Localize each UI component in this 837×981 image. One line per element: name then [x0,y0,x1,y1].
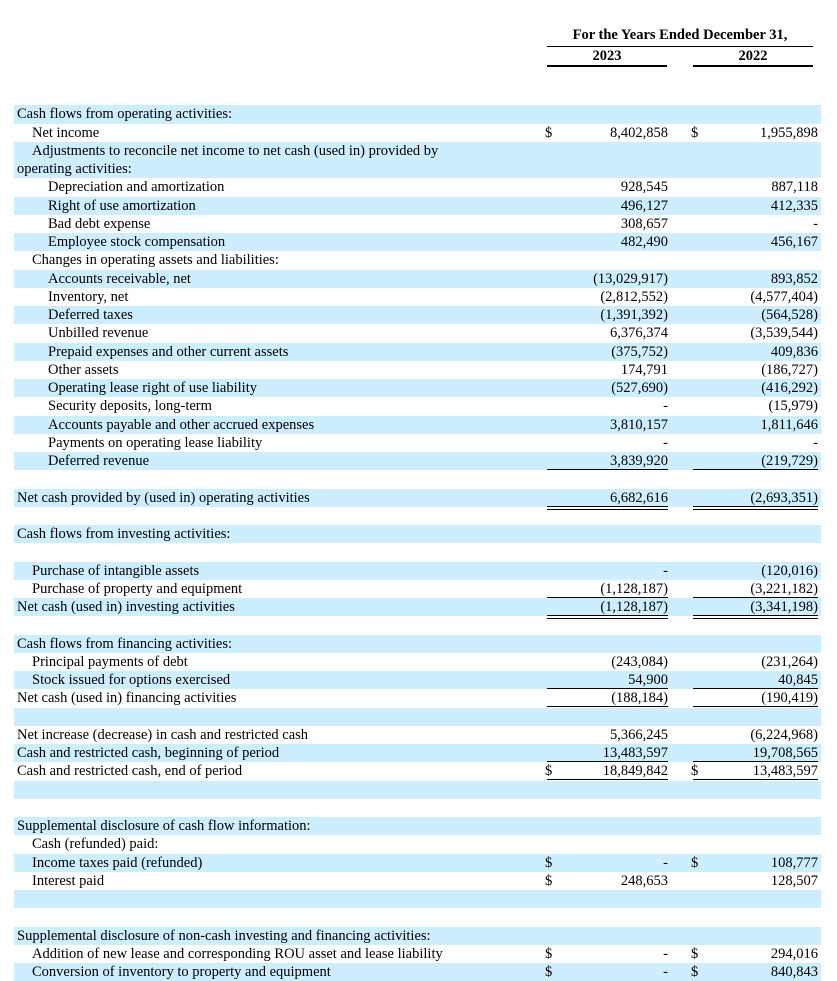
statement-row [14,653,821,671]
currency-symbol-2022: $ [691,763,699,780]
row-label: Principal payments of debt [32,653,188,670]
value-2023: 5,366,245 [610,726,668,743]
spacer-row [14,470,821,488]
value-2022: (416,292) [761,380,818,396]
row-label: Supplemental disclosure of non-cash investing and financing activities: [17,927,431,944]
value-2023: - [663,945,668,962]
statement-row [14,744,821,762]
value-2022: 893,852 [770,270,818,287]
statement-row [14,762,821,780]
statement-row [14,379,821,397]
statement-row [14,178,821,196]
row-label: Employee stock compensation [48,234,226,250]
value-2023: 482,490 [620,234,668,250]
value-2023: - [663,434,668,451]
value-2023: 18,849,842 [602,763,668,780]
statement-row [14,105,821,123]
statement-row [14,124,821,142]
row-label: Other assets [48,361,119,378]
row-label: Prepaid expenses and other current assets [48,343,289,360]
row-label: Accounts receivable, net [48,270,191,287]
value-2023: 6,376,374 [610,325,668,342]
statement-row [14,361,821,379]
value-2022: 19,708,565 [752,745,818,761]
statement-row [14,562,821,580]
statement-row [14,142,821,160]
row-label: Deferred taxes [48,307,133,323]
value-2022: (3,539,544) [750,325,818,342]
statement-row [14,233,821,251]
value-2023: 3,839,920 [610,453,668,469]
row-label: Cash flows from operating activities: [17,106,233,123]
row-label: Unbilled revenue [48,325,149,342]
statement-row [14,160,821,178]
spacer-row [14,708,821,726]
statement-row [14,598,821,616]
row-label: Net cash (used in) investing activities [17,599,235,615]
value-2022: (2,693,351) [750,489,818,506]
row-label: operating activities: [17,161,132,177]
currency-symbol-2023: $ [545,854,553,871]
row-label: Net increase (decrease) in cash and restricted cash [17,726,309,743]
spacer-row [14,543,821,561]
statement-row [14,689,821,707]
row-label: Cash flows from investing activities: [17,526,231,542]
value-2022: 294,016 [770,945,818,962]
statement-row [14,397,821,415]
value-2022: 887,118 [771,179,818,196]
value-2022: 456,167 [770,234,818,250]
row-label: Cash and restricted cash, beginning of period [17,745,280,761]
row-label: Addition of new lease and corresponding ROU asset and lease liability [32,945,443,962]
value-2023: (188,184) [611,690,668,707]
statement-row [14,835,821,853]
statement-row [14,434,821,452]
value-2022: 412,335 [770,197,818,214]
row-label: Operating lease right of use liability [48,380,257,396]
value-2023: (375,752) [611,343,668,360]
statement-row [14,215,821,233]
statement-row [14,945,821,963]
spacer-row [14,507,821,525]
spacer-row [14,781,821,799]
row-label: Adjustments to reconcile net income to net cash (used in) provided by [32,142,439,159]
statement-row [14,854,821,872]
value-2023: 308,657 [620,215,668,232]
value-2023: 928,545 [620,179,668,196]
value-2022: 1,955,898 [760,124,818,141]
value-2023: 6,682,616 [610,489,668,506]
column-header [0,0,837,80]
value-2023: (243,084) [611,653,668,670]
spacer-row [14,799,821,817]
spacer-row [14,87,821,105]
statement-row [14,197,821,215]
statement-row [14,452,821,470]
value-2022: 40,845 [778,672,818,688]
row-label: Right of use amortization [48,197,196,214]
value-2022: (231,264) [761,653,818,670]
value-2023: (527,690) [611,380,668,396]
row-label: Net cash (used in) financing activities [17,690,237,707]
row-label: Inventory, net [48,288,129,305]
row-label: Deferred revenue [48,453,150,469]
value-2022: (4,577,404) [750,288,818,305]
value-2023: 496,127 [620,197,668,214]
statement-row [14,270,821,288]
row-label: Depreciation and amortization [48,179,225,196]
statement-row [14,251,821,269]
value-2022: (3,221,182) [750,580,818,597]
currency-symbol-2023: $ [545,945,553,962]
cash-flow-statement [14,87,821,981]
currency-symbol-2022: $ [691,964,699,980]
currency-symbol-2022: $ [691,854,699,871]
value-2022: - [813,215,818,232]
value-2023: (1,391,392) [600,307,668,323]
value-2023: - [663,964,668,980]
statement-row [14,288,821,306]
currency-symbol-2023: $ [545,124,553,141]
value-2023: 8,402,858 [610,124,668,141]
value-2023: (13,029,917) [593,270,668,287]
value-2022: (190,419) [761,690,818,707]
value-2022: - [813,434,818,451]
value-2022: 108,777 [770,854,818,871]
year-2022-heading: 2022 [693,48,813,67]
value-2023: (1,128,187) [600,580,668,597]
row-label: Purchase of intangible assets [32,562,200,579]
value-2022: 13,483,597 [752,763,818,780]
value-2023: - [663,398,668,415]
value-2023: 13,483,597 [602,745,668,761]
row-label: Supplemental disclosure of cash flow information: [17,818,311,834]
value-2023: (1,128,187) [600,599,668,615]
statement-row [14,306,821,324]
row-label: Interest paid [32,872,105,889]
row-label: Income taxes paid (refunded) [32,854,203,871]
row-label: Cash flows from financing activities: [17,635,233,652]
value-2022: (6,224,968) [750,726,818,743]
value-2023: (2,812,552) [600,288,668,305]
statement-row [14,525,821,543]
spacer-row [14,616,821,634]
row-label: Cash and restricted cash, end of period [17,763,243,780]
value-2023: 54,900 [628,672,668,688]
value-2022: 409,836 [770,343,818,360]
row-label: Accounts payable and other accrued expenses [48,416,315,433]
value-2022: (564,528) [761,307,818,323]
row-label: Bad debt expense [48,215,151,232]
row-label: Net income [32,124,100,141]
statement-row [14,927,821,945]
currency-symbol-2023: $ [545,872,553,889]
row-label: Conversion of inventory to property and equipment [32,964,331,980]
value-2022: 128,507 [770,872,818,889]
row-label: Net cash provided by (used in) operating activities [17,489,310,506]
year-2023-heading: 2023 [547,48,667,67]
period-heading: For the Years Ended December 31, [547,27,813,47]
statement-row [14,671,821,689]
statement-row [14,580,821,598]
value-2022: 1,811,646 [760,416,818,433]
value-2023: 3,810,157 [610,416,668,433]
statement-row [14,489,821,507]
value-2023: 248,653 [620,872,668,889]
row-label: Stock issued for options exercised [32,672,231,688]
currency-symbol-2023: $ [545,964,553,980]
statement-row [14,416,821,434]
row-label: Cash (refunded) paid: [32,836,159,853]
value-2022: (15,979) [768,398,818,415]
statement-row [14,963,821,981]
statement-row [14,635,821,653]
value-2023: - [663,854,668,871]
value-2022: (219,729) [761,453,818,469]
statement-row [14,817,821,835]
currency-symbol-2023: $ [545,763,553,780]
row-label: Security deposits, long-term [48,398,212,415]
row-label: Purchase of property and equipment [32,580,243,597]
value-2022: 840,843 [770,964,818,980]
value-2022: (186,727) [761,361,818,378]
currency-symbol-2022: $ [691,124,699,141]
statement-row [14,872,821,890]
spacer-row [14,908,821,926]
value-2023: 174,791 [620,361,668,378]
row-label: Changes in operating assets and liabilities: [32,252,279,269]
row-label: Payments on operating lease liability [48,434,263,451]
currency-symbol-2022: $ [691,945,699,962]
value-2023: - [663,562,668,579]
spacer-row [14,890,821,908]
value-2022: (120,016) [761,562,818,579]
statement-row [14,343,821,361]
value-2022: (3,341,198) [750,599,818,615]
statement-row [14,324,821,342]
statement-row [14,726,821,744]
